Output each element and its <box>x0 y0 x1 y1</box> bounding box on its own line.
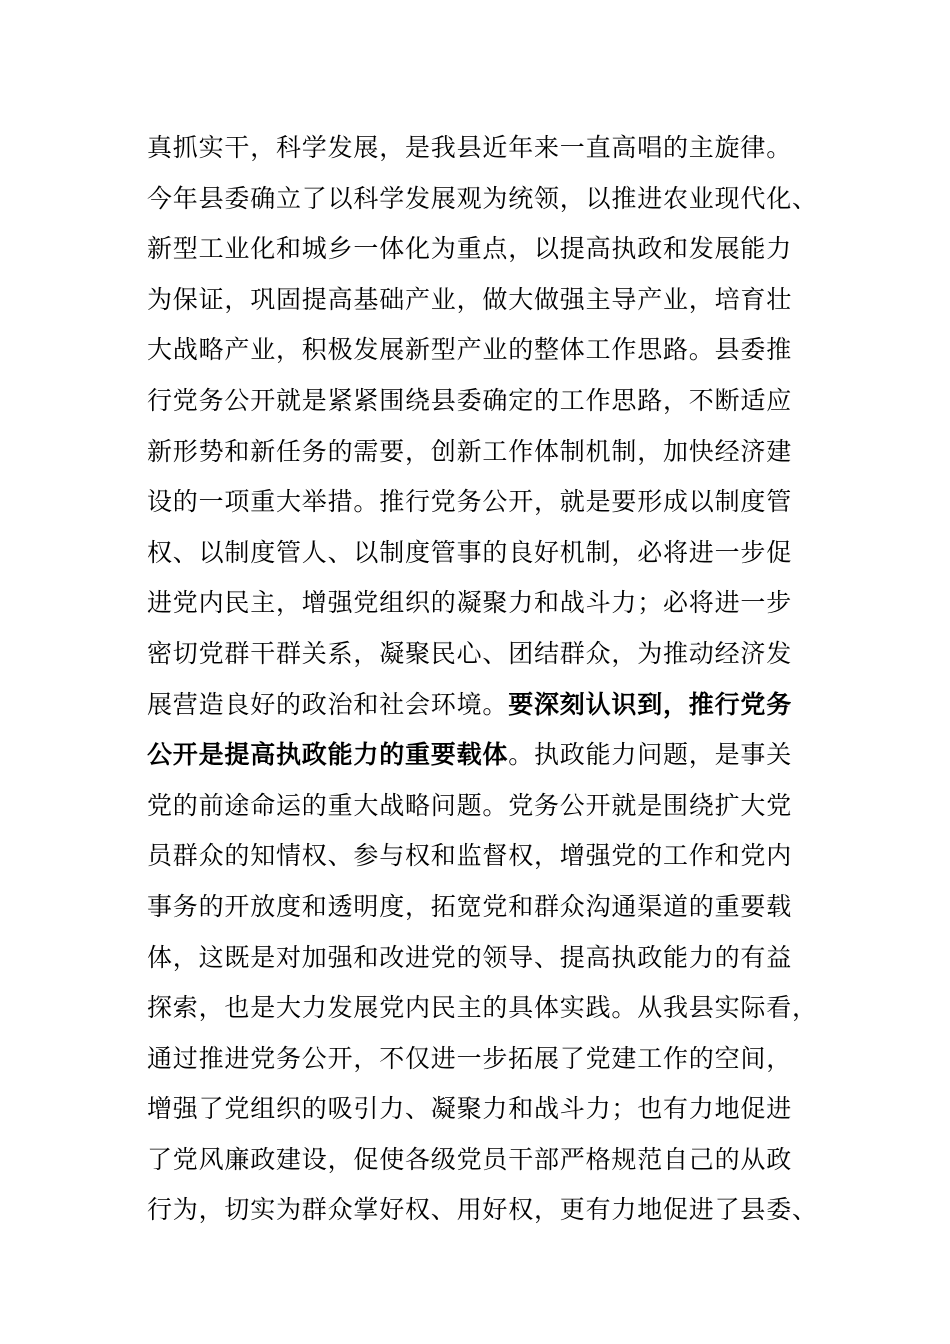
text-line-5: 大战略产业，积极发展新型产业的整体工作思路。县委推 <box>147 335 793 365</box>
text-line-9: 权、以制度管人、以制度管事的良好机制，必将进一步促 <box>147 537 793 567</box>
text-line-16: 事务的开放度和透明度，拓宽党和群众沟通渠道的重要载 <box>147 891 793 921</box>
bold-emphasis: 要深刻认识到，推行党务 <box>508 689 793 719</box>
bold-emphasis: 公开是提高执政能力的重要载体 <box>147 740 509 770</box>
text-line-17: 体，这既是对加强和改进党的领导、提高执政能力的有益 <box>147 942 793 972</box>
text-line-12: 展营造良好的政治和社会环境。要深刻认识到，推行党务 <box>147 689 793 719</box>
text-line-22: 行为，切实为群众掌好权、用好权，更有力地促进了县委、 <box>147 1195 818 1225</box>
text-line-18: 探索，也是大力发展党内民主的具体实践。从我县实际看， <box>147 993 818 1023</box>
text-line-19: 通过推进党务公开，不仅进一步拓展了党建工作的空间， <box>147 1043 793 1073</box>
text-line-14: 党的前途命运的重大战略问题。党务公开就是围绕扩大党 <box>147 790 793 820</box>
text-line-21: 了党风廉政建设，促使各级党员干部严格规范自己的从政 <box>147 1144 793 1174</box>
body-text <box>147 128 818 1241</box>
text-line-4: 为保证，巩固提高基础产业，做大做强主导产业，培育壮 <box>147 284 793 314</box>
text-line-13: 公开是提高执政能力的重要载体。执政能力问题，是事关 <box>147 740 793 770</box>
text-line-3: 新型工业化和城乡一体化为重点，以提高执政和发展能力 <box>147 234 793 264</box>
text-line-10: 进党内民主，增强党组织的凝聚力和战斗力；必将进一步 <box>147 588 793 618</box>
text-line-6: 行党务公开就是紧紧围绕县委确定的工作思路，不断适应 <box>147 385 793 415</box>
text-line-20: 增强了党组织的吸引力、凝聚力和战斗力；也有力地促进 <box>147 1094 793 1124</box>
text-line-15: 员群众的知情权、参与权和监督权，增强党的工作和党内 <box>147 841 793 871</box>
text-line-2: 今年县委确立了以科学发展观为统领，以推进农业现代化、 <box>147 183 818 213</box>
text-line-7: 新形势和新任务的需要，创新工作体制机制，加快经济建 <box>147 436 793 466</box>
text-line-11: 密切党群干群关系，凝聚民心、团结群众，为推动经济发 <box>147 638 793 668</box>
text-line-8: 设的一项重大举措。推行党务公开，就是要形成以制度管 <box>147 487 793 517</box>
text-line-1: 真抓实干，科学发展，是我县近年来一直高唱的主旋律。 <box>147 133 793 162</box>
